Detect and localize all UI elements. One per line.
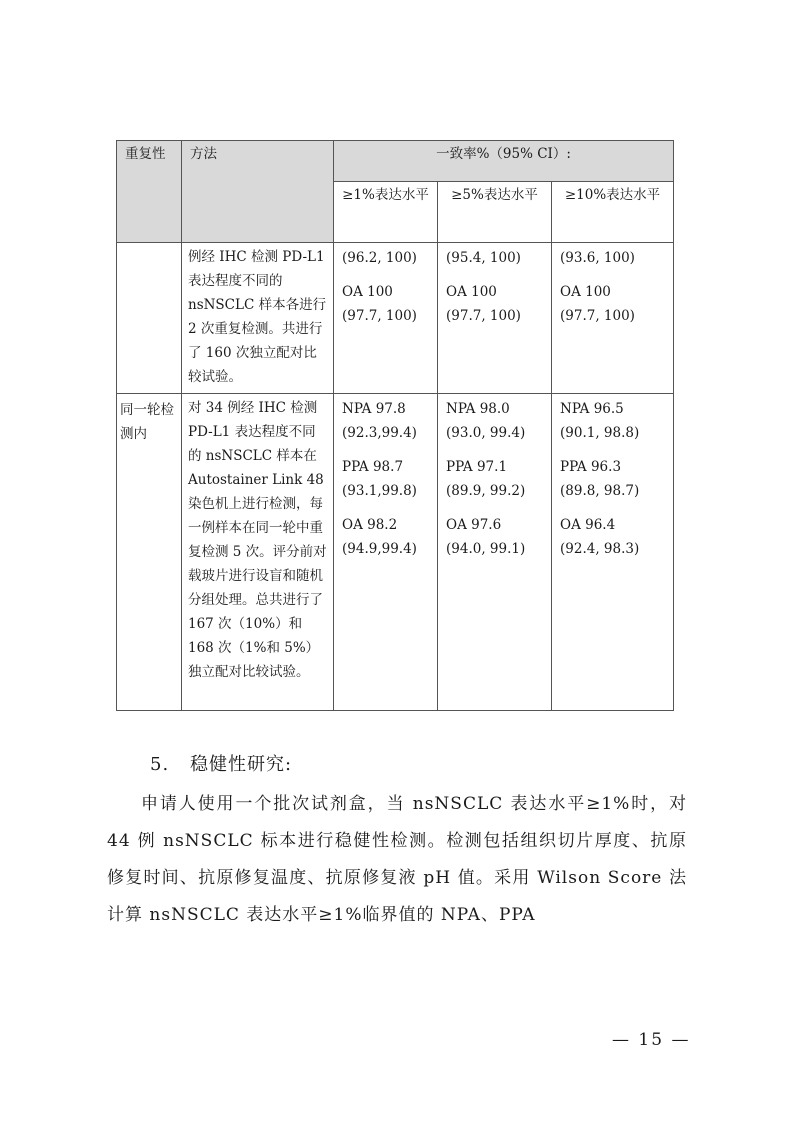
oa-value: OA 100: [560, 284, 611, 300]
table-row: [117, 394, 674, 711]
npa-ci-value: (90.1, 98.8): [560, 425, 640, 441]
value-cell-10pct: [552, 243, 674, 394]
value-cell-5pct: [438, 394, 552, 711]
value-cell-10pct: [552, 394, 674, 711]
oa-ci-value: (94.0, 99.1): [446, 541, 526, 557]
oa-value: OA 98.2: [342, 517, 398, 533]
npa-ci-value: (93.0, 99.4): [446, 425, 526, 441]
header-level-5pct: ≥5%表达水平: [438, 182, 552, 243]
oa-value: OA 100: [446, 284, 497, 300]
ppa-ci-value: (89.8, 98.7): [560, 483, 640, 499]
ppa-value: PPA 97.1: [446, 459, 508, 475]
page-number: — 15 —: [612, 1030, 691, 1050]
ppa-ci-value: (93.1,99.8): [342, 483, 417, 499]
npa-value: NPA 97.8: [342, 401, 406, 417]
ci-value: (93.6, 100): [560, 250, 635, 266]
oa-ci-value: (97.7, 100): [446, 308, 521, 324]
npa-value: NPA 98.0: [446, 401, 510, 417]
oa-value: OA 100: [342, 284, 393, 300]
repeat-cell: [117, 243, 182, 394]
oa-ci-value: (97.7, 100): [560, 308, 635, 324]
value-cell-1pct: [334, 243, 438, 394]
header-method: 方法: [182, 141, 334, 243]
oa-value: OA 96.4: [560, 517, 616, 533]
section-heading: [150, 750, 292, 776]
header-agreement-rate: 一致率%（95% CI）:: [334, 141, 674, 182]
section-title: 稳健性研究:: [190, 754, 293, 775]
oa-ci-value: (94.9,99.4): [342, 541, 417, 557]
value-cell-1pct: [334, 394, 438, 711]
method-cell: 例经 IHC 检测 PD-L1 表达程度不同的 nsNSCLC 样本各进行 2 次重复检测。共进行了 160 次独立配对比较试验。: [182, 243, 334, 394]
method-cell: 对 34 例经 IHC 检测 PD-L1 表达程度不同的 nsNSCLC 样本在 Autostainer Link 48 染色机上进行检测，每一例样本在同一轮中重复检测 5 次。评分前对载玻片进行设盲和随机分组处理。总共进行了 167 次（10%）和 168 次（1%和 5%）独立配对比较试验。: [182, 394, 334, 711]
header-repeatability: 重复性: [117, 141, 182, 243]
value-cell-5pct: [438, 243, 552, 394]
oa-ci-value: (92.4, 98.3): [560, 541, 640, 557]
agreement-table: [116, 140, 674, 711]
ppa-ci-value: (89.9, 99.2): [446, 483, 526, 499]
section-number: 5.: [150, 754, 170, 775]
header-level-1pct: ≥1%表达水平: [334, 182, 438, 243]
oa-ci-value: (97.7, 100): [342, 308, 417, 324]
ci-value: (95.4, 100): [446, 250, 521, 266]
ppa-value: PPA 96.3: [560, 459, 622, 475]
body-paragraph: 申请人使用一个批次试剂盒，当 nsNSCLC 表达水平≥1%时，对 44 例 nsNSCLC 标本进行稳健性检测。检测包括组织切片厚度、抗原修复时间、抗原修复温度、抗原修复液 pH 值。采用 Wilson Score 法计算 nsNSCLC 表达水平≥1%临界值的 NPA、PPA: [107, 794, 687, 925]
table-row: [117, 243, 674, 394]
npa-value: NPA 96.5: [560, 401, 624, 417]
repeat-cell: 同一轮检测内: [117, 394, 182, 711]
ci-value: (96.2, 100): [342, 250, 417, 266]
header-level-10pct: ≥10%表达水平: [552, 182, 674, 243]
oa-value: OA 97.6: [446, 517, 502, 533]
npa-ci-value: (92.3,99.4): [342, 425, 417, 441]
ppa-value: PPA 98.7: [342, 459, 404, 475]
